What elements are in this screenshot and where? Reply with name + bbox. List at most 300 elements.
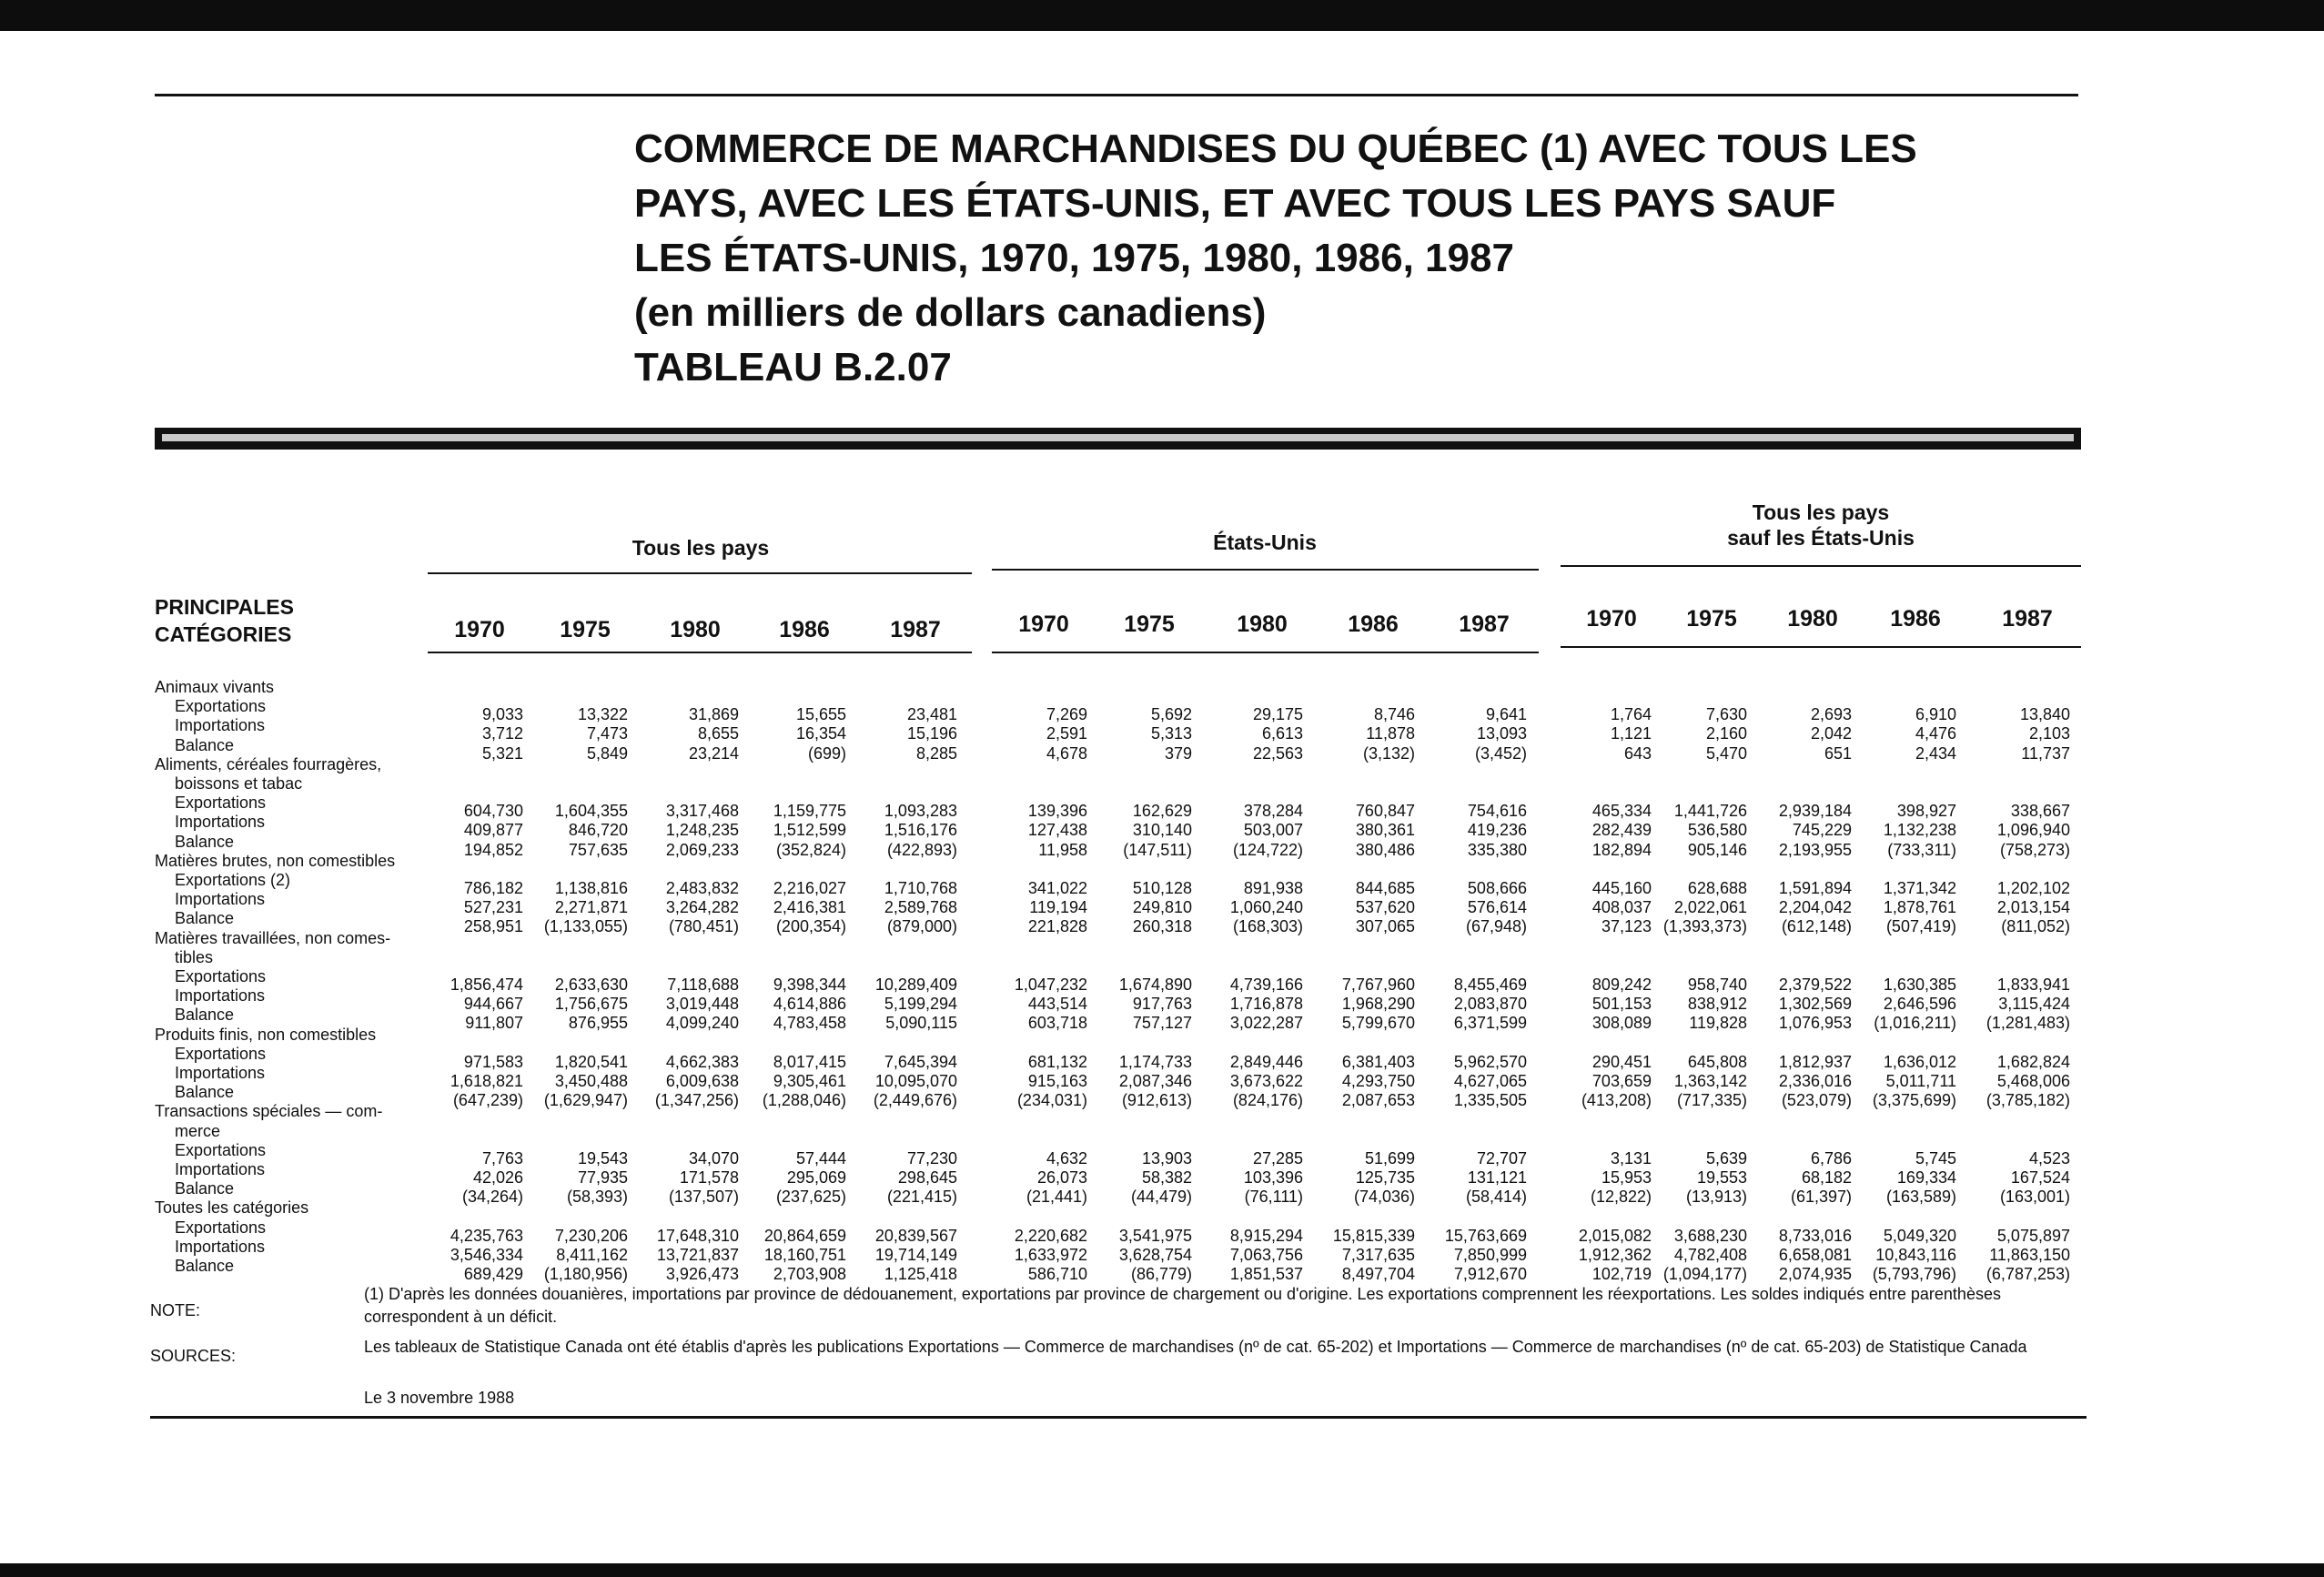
table-cell: (647,239) <box>452 1091 523 1110</box>
table-cell: (1,629,947) <box>543 1091 628 1110</box>
table-cell: 8,455,469 <box>1453 976 1527 994</box>
table-cell: (76,111) <box>1244 1188 1303 1207</box>
table-cell: 1,248,235 <box>665 821 739 840</box>
table-cell: 809,242 <box>1591 976 1652 994</box>
table-cell: 26,073 <box>1036 1168 1087 1187</box>
table-cell: 465,334 <box>1591 802 1652 821</box>
table-cell: 11,878 <box>1366 724 1415 743</box>
category-title: Transactions spéciales — com- <box>155 1102 383 1121</box>
table-cell: (34,264) <box>461 1188 523 1207</box>
table-cell: 5,199,294 <box>884 995 957 1014</box>
group-rule-all-countries <box>428 572 972 574</box>
year-header: 1986 <box>1348 612 1399 637</box>
table-cell: 2,216,027 <box>773 879 846 897</box>
note-text: (1) D'après les données douanières, importations par province de dédouanement, exportations par province de chargement ou d'origine. Les exportations comprennent les réexportations. Les soldes indiqués entre parenthèses correspondent à un déficit. <box>364 1285 2001 1326</box>
table-cell: (21,441) <box>1026 1188 1087 1207</box>
row-label: Exportations (2) <box>175 871 291 889</box>
table-cell: (237,625) <box>775 1188 846 1207</box>
table-cell: 408,037 <box>1591 898 1652 917</box>
table-cell: 380,361 <box>1355 821 1415 840</box>
table-cell: 757,635 <box>568 840 628 859</box>
table-cell: 380,486 <box>1355 840 1415 859</box>
table-cell: 282,439 <box>1591 821 1652 840</box>
table-cell: (1,288,046) <box>762 1091 846 1110</box>
table-cell: (61,397) <box>1790 1188 1852 1207</box>
table-cell: 8,017,415 <box>773 1052 846 1071</box>
table-cell: 8,746 <box>1373 705 1415 724</box>
table-cell: (67,948) <box>1465 917 1527 936</box>
table-cell: 445,160 <box>1591 879 1652 897</box>
table-cell: 1,093,283 <box>884 802 957 821</box>
table-cell: 167,524 <box>2010 1168 2070 1187</box>
table-cell: 20,864,659 <box>763 1226 846 1245</box>
table-cell: (879,000) <box>886 917 957 936</box>
table-cell: 9,033 <box>481 705 523 724</box>
table-cell: 398,927 <box>1896 802 1956 821</box>
category-title: Aliments, céréales fourragères, <box>155 754 382 773</box>
table-cell: 2,042 <box>1810 724 1852 743</box>
table-cell: 8,411,162 <box>556 1245 628 1264</box>
table-cell: 6,009,638 <box>665 1072 739 1090</box>
table-cell: 1,121 <box>1610 724 1652 743</box>
table-cell: 2,160 <box>1705 724 1747 743</box>
table-cell: 1,060,240 <box>1229 898 1303 917</box>
table-cell: 23,481 <box>906 705 957 724</box>
table-cell: 139,396 <box>1027 802 1087 821</box>
table-cell: 194,852 <box>463 840 523 859</box>
table-cell: 258,951 <box>463 917 523 936</box>
table-cell: 586,710 <box>1027 1265 1087 1283</box>
sources-text: Les tableaux de Statistique Canada ont été établis d'après les publications Exportations — Commerce de marchandises (nº de cat. 65-202) et Importations — Commerce de marchandises (nº de cat. 65-203) de Statistique Canada <box>364 1338 2027 1356</box>
table-cell: 4,739,166 <box>1229 976 1303 994</box>
table-cell: (3,785,182) <box>1986 1091 2070 1110</box>
table-cell: 16,354 <box>795 724 846 743</box>
table-number: TABLEAU B.2.07 <box>634 345 952 389</box>
table-cell: 13,903 <box>1141 1148 1192 1168</box>
table-cell: 17,648,310 <box>656 1226 739 1245</box>
table-cell: 77,935 <box>577 1168 628 1187</box>
table-cell: 58,382 <box>1141 1168 1192 1187</box>
table-cell: 7,317,635 <box>1341 1245 1415 1264</box>
table-cell: 1,878,761 <box>1883 898 1956 917</box>
table-cell: 944,667 <box>463 995 523 1014</box>
table-cell: (3,375,699) <box>1872 1091 1956 1110</box>
table-cell: 838,912 <box>1687 995 1747 1014</box>
table-cell: 5,849 <box>586 743 628 763</box>
table-cell: 6,613 <box>1261 724 1303 743</box>
report-date: Le 3 novembre 1988 <box>364 1389 515 1407</box>
table-cell: 4,678 <box>1046 743 1087 763</box>
table-cell: 6,371,599 <box>1453 1014 1527 1033</box>
table-cell: 125,735 <box>1355 1168 1415 1187</box>
table-cell: (1,133,055) <box>543 917 628 936</box>
table-cell: (912,613) <box>1121 1091 1192 1110</box>
category-title: Matières brutes, non comestibles <box>155 851 396 870</box>
table-cell: 689,429 <box>463 1265 523 1283</box>
row-label: Balance <box>175 1179 235 1198</box>
year-header: 1970 <box>1018 612 1069 637</box>
category-title: boissons et tabac <box>175 774 303 793</box>
table-cell: 7,269 <box>1046 705 1087 724</box>
table-cell: 2,271,871 <box>554 898 628 917</box>
table-cell: 6,786 <box>1810 1148 1852 1168</box>
table-cell: 7,473 <box>586 724 628 743</box>
table-cell: 379 <box>1164 743 1192 763</box>
table-cell: (422,893) <box>886 840 957 859</box>
table-cell: (3,132) <box>1362 743 1415 763</box>
table-cell: 1,912,362 <box>1578 1245 1652 1264</box>
table-cell: 3,926,473 <box>665 1265 739 1283</box>
table-cell: 1,335,505 <box>1453 1091 1527 1110</box>
table-cell: 604,730 <box>463 802 523 821</box>
group-header-all-countries: Tous les pays <box>632 536 770 560</box>
table-cell: 249,810 <box>1132 898 1192 917</box>
table-cell: 786,182 <box>463 879 523 897</box>
table-cell: 4,782,408 <box>1673 1245 1747 1264</box>
table-cell: (124,722) <box>1232 840 1303 859</box>
table-cell: 8,733,016 <box>1778 1226 1852 1245</box>
table-cell: 645,808 <box>1687 1052 1747 1071</box>
category-title: Matières travaillées, non comes- <box>155 928 391 947</box>
table-cell: 3,022,287 <box>1229 1014 1303 1033</box>
table-cell: 917,763 <box>1132 995 1192 1014</box>
table-cell: 576,614 <box>1467 898 1527 917</box>
table-cell: 1,851,537 <box>1229 1265 1303 1283</box>
table-cell: 13,093 <box>1476 724 1527 743</box>
table-cell: 310,140 <box>1132 821 1192 840</box>
table-cell: (1,347,256) <box>654 1091 739 1110</box>
table-cell: 2,336,016 <box>1778 1072 1852 1090</box>
table-cell: 536,580 <box>1687 821 1747 840</box>
table-cell: (13,913) <box>1685 1188 1747 1207</box>
title-divider-bar <box>155 428 2081 450</box>
group-rule-usa <box>992 569 1539 571</box>
table-cell: 77,230 <box>906 1148 957 1168</box>
header-rule-usa <box>992 652 1539 653</box>
year-header: 1987 <box>890 617 941 642</box>
table-cell: 5,321 <box>481 743 523 763</box>
table-cell: 31,869 <box>688 705 739 724</box>
table-cell: 1,604,355 <box>554 802 628 821</box>
year-header: 1975 <box>1686 606 1737 632</box>
table-cell: 1,132,238 <box>1883 821 1956 840</box>
table-cell: 4,476 <box>1915 724 1956 743</box>
group-header-usa: États-Unis <box>1213 531 1317 554</box>
table-cell: 891,938 <box>1243 879 1303 897</box>
table-cell: 5,075,897 <box>1996 1226 2070 1245</box>
table-cell: 7,118,688 <box>667 976 739 994</box>
table-cell: (733,311) <box>1887 840 1956 859</box>
table-cell: 8,497,704 <box>1341 1265 1415 1283</box>
note-label: NOTE: <box>150 1301 201 1319</box>
table-cell: 5,692 <box>1150 705 1192 724</box>
table-cell: 1,125,418 <box>884 1265 957 1283</box>
table-cell: (352,824) <box>775 840 846 859</box>
table-cell: 11,737 <box>2021 743 2070 763</box>
table-cell: 1,764 <box>1610 705 1652 724</box>
table-cell: 2,379,522 <box>1778 976 1852 994</box>
table-cell: 8,655 <box>697 724 739 743</box>
table-cell: 182,894 <box>1591 840 1652 859</box>
table-cell: 4,099,240 <box>665 1014 739 1033</box>
table-cell: 8,915,294 <box>1229 1226 1303 1245</box>
table-cell: 510,128 <box>1132 879 1192 897</box>
table-cell: 876,955 <box>568 1014 628 1033</box>
table-cell: 169,334 <box>1896 1168 1956 1187</box>
table-cell: (6,787,253) <box>1986 1265 2070 1283</box>
row-label: Balance <box>175 1006 235 1025</box>
top-rule <box>155 94 2078 96</box>
category-header: PRINCIPALES CATÉGORIES <box>155 595 294 646</box>
table-cell: 9,641 <box>1485 705 1527 724</box>
table-cell: 51,699 <box>1364 1148 1415 1168</box>
table-cell: 2,483,832 <box>665 879 739 897</box>
table-cell: 1,756,675 <box>554 995 628 1014</box>
table-cell: 1,856,474 <box>450 976 523 994</box>
table-cell: (147,511) <box>1123 840 1192 859</box>
table-cell: 1,636,012 <box>1883 1052 1956 1071</box>
table-cell: 27,285 <box>1252 1148 1303 1168</box>
table-cell: 3,131 <box>1610 1148 1652 1168</box>
table-cell: (1,393,373) <box>1662 917 1747 936</box>
table-cell: 5,468,006 <box>1996 1072 2070 1090</box>
table-cell: 527,231 <box>463 898 523 917</box>
table-cell: 42,026 <box>472 1168 523 1187</box>
table-cell: 1,363,142 <box>1673 1072 1747 1090</box>
table-cell: (824,176) <box>1232 1091 1303 1110</box>
table-cell: 2,416,381 <box>773 898 846 917</box>
table-cell: 5,011,711 <box>1885 1072 1956 1090</box>
table-cell: 5,639 <box>1705 1148 1747 1168</box>
table-cell: 911,807 <box>465 1014 523 1033</box>
table-cell: 3,546,334 <box>450 1245 523 1264</box>
table-cell: 2,434 <box>1915 743 1956 763</box>
table-cell: (413,208) <box>1581 1091 1652 1110</box>
category-title: Produits finis, non comestibles <box>155 1025 377 1044</box>
category-title: Toutes les catégories <box>155 1198 309 1218</box>
table-cell: 171,578 <box>679 1168 739 1187</box>
table-cell: (163,001) <box>1999 1188 2070 1207</box>
table-cell: 1,633,972 <box>1014 1245 1087 1264</box>
table-cell: 127,438 <box>1027 821 1087 840</box>
table-cell: (3,452) <box>1474 743 1527 763</box>
table-cell: 335,380 <box>1467 840 1527 859</box>
table-cell: 409,877 <box>463 821 523 840</box>
table-cell: 3,628,754 <box>1118 1245 1192 1264</box>
table-cell: (1,016,211) <box>1874 1014 1956 1033</box>
table-cell: 260,318 <box>1132 917 1192 936</box>
table-cell: 3,264,282 <box>665 898 739 917</box>
table-cell: 1,202,102 <box>1996 879 2070 897</box>
table-cell: 5,090,115 <box>885 1014 957 1033</box>
header-rule-all-countries <box>428 652 972 653</box>
year-header: 1980 <box>670 617 721 642</box>
table-cell: 7,912,670 <box>1453 1265 1527 1283</box>
table-cell: 4,783,458 <box>773 1014 846 1033</box>
table-cell: 7,230,206 <box>554 1226 628 1245</box>
table-cell: 2,013,154 <box>1996 898 2070 917</box>
table-cell: 6,910 <box>1915 705 1956 724</box>
table-cell: 15,953 <box>1601 1168 1652 1187</box>
row-label: Importations <box>175 1064 266 1082</box>
table-cell: 2,589,768 <box>884 898 957 917</box>
table-cell: (58,393) <box>566 1188 628 1207</box>
table-cell: (168,303) <box>1232 917 1303 936</box>
table-cell: 2,204,042 <box>1778 898 1852 917</box>
table-cell: 23,214 <box>688 743 739 763</box>
table-cell: 1,618,821 <box>450 1072 523 1090</box>
table-cell: 19,553 <box>1696 1168 1747 1187</box>
table-cell: 1,682,824 <box>1996 1052 2070 1071</box>
title-line-2: PAYS, AVEC LES ÉTATS-UNIS, ET AVEC TOUS LES PAYS SAUF <box>634 181 1836 226</box>
year-header: 1987 <box>1459 612 1510 637</box>
row-label: Importations <box>175 716 266 735</box>
row-label: Balance <box>175 1257 235 1275</box>
table-cell: (137,507) <box>668 1188 739 1207</box>
table-cell: 3,019,448 <box>665 995 739 1014</box>
table-cell: 2,849,446 <box>1229 1052 1303 1071</box>
table-cell: 443,514 <box>1027 995 1087 1014</box>
table-cell: 745,229 <box>1792 821 1852 840</box>
table-cell: 1,096,940 <box>1996 821 2070 840</box>
table-cell: 2,103 <box>2028 724 2070 743</box>
table-cell: (758,273) <box>1999 840 2070 859</box>
table-cell: 4,523 <box>2028 1148 2070 1168</box>
table-cell: 501,153 <box>1591 995 1652 1014</box>
table-cell: 341,022 <box>1027 879 1087 897</box>
table-cell: 643 <box>1623 743 1652 763</box>
table-cell: 2,022,061 <box>1673 898 1747 917</box>
table-cell: 1,968,290 <box>1341 995 1415 1014</box>
table-cell: 1,812,937 <box>1778 1052 1852 1071</box>
table-cell: 508,666 <box>1467 879 1527 897</box>
table-cell: 2,074,935 <box>1778 1265 1852 1283</box>
table-cell: 103,396 <box>1243 1168 1303 1187</box>
title-line-1: COMMERCE DE MARCHANDISES DU QUÉBEC (1) AVEC TOUS LES <box>634 126 1917 171</box>
row-label: Exportations <box>175 697 267 716</box>
table-cell: (523,079) <box>1781 1091 1852 1110</box>
table-cell: 119,828 <box>1689 1014 1747 1033</box>
table-cell: 503,007 <box>1243 821 1303 840</box>
table-cell: 3,541,975 <box>1118 1226 1192 1245</box>
table-cell: 419,236 <box>1467 821 1527 840</box>
row-label: Importations <box>175 1160 266 1178</box>
table-cell: 3,712 <box>481 724 523 743</box>
table-cell: 1,716,878 <box>1229 995 1303 1014</box>
table-cell: 1,371,342 <box>1883 879 1956 897</box>
row-label: Importations <box>175 813 266 832</box>
row-label: Exportations <box>175 967 267 986</box>
table-cell: (200,354) <box>775 917 846 936</box>
table-cell: (1,094,177) <box>1662 1265 1747 1283</box>
table-cell: 4,662,383 <box>665 1052 739 1071</box>
table-cell: 2,083,870 <box>1453 995 1527 1014</box>
table-cell: 2,703,908 <box>773 1265 846 1283</box>
table-cell: 2,633,630 <box>554 976 628 994</box>
table-cell: 1,047,232 <box>1014 976 1087 994</box>
table-cell: 1,630,385 <box>1883 976 1956 994</box>
category-title: Animaux vivants <box>155 678 275 696</box>
title-subtitle: (en milliers de dollars canadiens) <box>634 290 1267 335</box>
row-label: Exportations <box>175 1140 267 1159</box>
table-cell: 6,658,081 <box>1778 1245 1852 1264</box>
table-cell: 10,095,070 <box>874 1072 957 1090</box>
table-cell: (163,589) <box>1885 1188 1956 1207</box>
table-cell: 5,049,320 <box>1883 1226 1956 1245</box>
year-header: 1980 <box>1787 606 1838 632</box>
table-cell: 2,591 <box>1046 724 1087 743</box>
row-label: Balance <box>175 1083 235 1102</box>
table-cell: (1,281,483) <box>1986 1014 2070 1033</box>
table-cell: 1,591,894 <box>1778 879 1852 897</box>
year-header: 1970 <box>454 617 505 642</box>
table-cell: 131,121 <box>1467 1168 1527 1187</box>
table-cell: 2,087,346 <box>1118 1072 1192 1090</box>
table-cell: 308,089 <box>1591 1014 1652 1033</box>
table-cell: 1,076,953 <box>1778 1014 1852 1033</box>
table-cell: 915,163 <box>1027 1072 1087 1090</box>
table-cell: 5,745 <box>1915 1148 1956 1168</box>
table-cell: (811,052) <box>2001 917 2070 936</box>
table-cell: 2,087,653 <box>1341 1091 1415 1110</box>
table-cell: 18,160,751 <box>763 1245 846 1264</box>
table-cell: 754,616 <box>1467 802 1527 821</box>
table-cell: 846,720 <box>568 821 628 840</box>
table-cell: (12,822) <box>1590 1188 1652 1207</box>
header-rule-non-usa <box>1561 646 2081 648</box>
table-cell: 760,847 <box>1355 802 1415 821</box>
table-cell: 603,718 <box>1027 1014 1087 1033</box>
table-cell: 10,843,116 <box>1875 1245 1956 1264</box>
table-cell: 1,512,599 <box>773 821 846 840</box>
table-cell: (234,031) <box>1016 1091 1087 1110</box>
table-cell: 29,175 <box>1252 705 1303 724</box>
table-cell: 13,322 <box>577 705 628 724</box>
table-cell: 2,069,233 <box>665 840 739 859</box>
table-cell: 3,317,468 <box>665 802 739 821</box>
year-header: 1980 <box>1237 612 1288 637</box>
row-label: Exportations <box>175 1044 267 1063</box>
table-cell: 1,159,775 <box>773 802 846 821</box>
scan-bottom-border <box>0 1563 2324 1577</box>
category-title: tibles <box>175 947 214 966</box>
row-label: Exportations <box>175 1218 267 1237</box>
table-cell: 338,667 <box>2010 802 2070 821</box>
table-cell: (2,449,676) <box>873 1091 957 1110</box>
table-cell: 1,516,176 <box>884 821 957 840</box>
table-cell: 15,763,669 <box>1444 1226 1527 1245</box>
table-cell: 20,839,567 <box>874 1226 957 1245</box>
table-cell: 4,632 <box>1046 1148 1087 1168</box>
table-cell: 905,146 <box>1687 840 1747 859</box>
table-cell: 119,194 <box>1029 898 1087 917</box>
table-cell: 15,655 <box>795 705 846 724</box>
table-cell: 2,646,596 <box>1883 995 1956 1014</box>
table-cell: (86,779) <box>1130 1265 1192 1283</box>
table-cell: 19,714,149 <box>874 1245 957 1264</box>
table-cell: 298,645 <box>897 1168 957 1187</box>
table-cell: 2,693 <box>1810 705 1852 724</box>
table-cell: 378,284 <box>1243 802 1303 821</box>
table-cell: 57,444 <box>795 1148 846 1168</box>
table-cell: 295,069 <box>786 1168 846 1187</box>
table-cell: 3,115,424 <box>1998 995 2070 1014</box>
year-header: 1987 <box>2002 606 2053 632</box>
table-cell: 37,123 <box>1601 917 1652 936</box>
table-cell: 22,563 <box>1252 743 1303 763</box>
table-cell: 3,688,230 <box>1673 1226 1747 1245</box>
table-cell: 221,828 <box>1027 917 1087 936</box>
